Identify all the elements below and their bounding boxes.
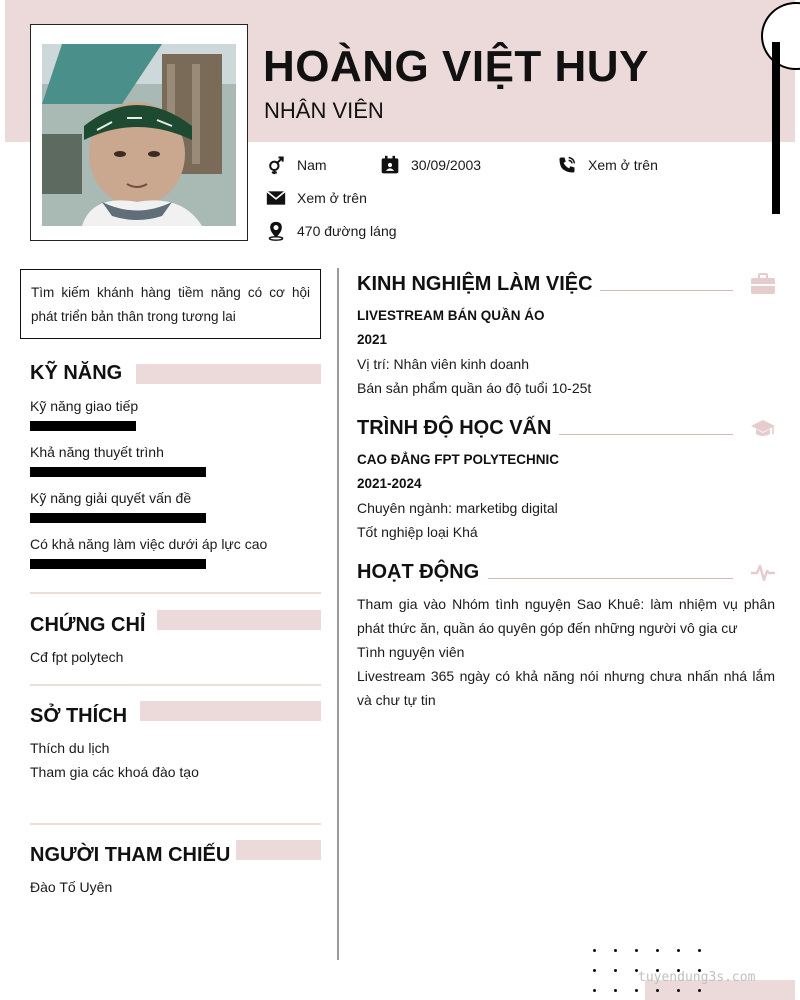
reference-item: Đào Tố Uyên xyxy=(30,879,113,895)
experience-position: Vị trí: Nhân viên kinh doanh xyxy=(357,356,529,372)
hobby-item: Thích du lịch xyxy=(30,740,110,756)
email-value: Xem ở trên xyxy=(297,190,367,206)
gender-value: Nam xyxy=(297,157,327,173)
job-title: NHÂN VIÊN xyxy=(264,98,384,123)
certificates-title-bar xyxy=(157,610,321,630)
education-school: CAO ĐẲNG FPT POLYTECHNIC xyxy=(357,452,560,467)
skill-level-bar xyxy=(30,559,206,569)
envelope-icon xyxy=(265,187,287,209)
activities-title-line xyxy=(488,578,733,579)
skill-label: Khả năng thuyết trình xyxy=(30,444,164,460)
experience-title: KINH NGHIỆM LÀM VIỆC xyxy=(357,273,593,295)
skill-label: Kỹ năng giải quyết vấn đề xyxy=(30,490,192,506)
address-value: 470 đường láng xyxy=(297,223,397,239)
briefcase-icon xyxy=(749,272,777,296)
activity-item: Tình nguyện viên xyxy=(357,644,465,660)
activities-title: HOẠT ĐỘNG xyxy=(357,561,480,583)
corner-bar-decoration xyxy=(772,42,780,214)
map-pin-icon xyxy=(265,220,287,242)
gender-info xyxy=(265,154,327,176)
skill-label: Có khả năng làm việc dưới áp lực cao xyxy=(30,536,268,552)
experience-title-line xyxy=(600,290,733,291)
graduation-cap-icon xyxy=(749,416,777,440)
hobby-item: Tham gia các khoá đào tạo xyxy=(30,764,199,780)
address-info xyxy=(265,220,397,242)
birthday-info xyxy=(379,154,481,176)
phone-icon xyxy=(556,154,578,176)
email-info xyxy=(265,187,367,209)
birthday-value: 30/09/2003 xyxy=(411,157,482,173)
section-divider xyxy=(30,592,321,594)
skill-label: Kỹ năng giao tiếp xyxy=(30,398,139,414)
activity-item: Livestream 365 ngày có khả năng nói nhưng chưa nhấn nhá lắm và chư tự tin xyxy=(357,668,775,708)
section-divider xyxy=(30,823,321,825)
phone-value: Xem ở trên xyxy=(588,157,658,173)
skill-level-bar xyxy=(30,421,136,431)
skills-title: KỸ NĂNG xyxy=(30,362,123,384)
experience-description: Bán sản phẩm quần áo độ tuổi 10-25t xyxy=(357,380,592,396)
hobbies-title-bar xyxy=(140,701,321,721)
skill-level-bar xyxy=(30,467,206,477)
hobbies-title: SỞ THÍCH xyxy=(30,705,128,727)
certificates-title: CHỨNG CHỈ xyxy=(30,614,146,636)
education-major: Chuyên ngành: marketibg digital xyxy=(357,500,558,516)
career-objective: Tìm kiếm khánh hàng tiềm năng có cơ hội phát triển bản thân trong tương lai xyxy=(20,269,321,339)
section-divider xyxy=(30,684,321,686)
experience-company: LIVESTREAM BÁN QUẦN ÁO xyxy=(357,308,545,323)
references-title: NGƯỜI THAM CHIẾU xyxy=(30,844,231,866)
education-title: TRÌNH ĐỘ HỌC VẤN xyxy=(357,417,552,439)
calendar-icon xyxy=(379,154,401,176)
activity-item: Tham gia vào Nhóm tình nguyện Sao Khuê: làm nhiệm vụ phân phát thức ăn, quần áo quyên góp đến những người vô gia cư xyxy=(357,596,775,636)
skills-title-bar xyxy=(136,364,321,384)
references-title-bar xyxy=(236,840,321,860)
certificate-item: Cđ fpt polytech xyxy=(30,649,124,665)
profile-photo-illustration xyxy=(42,44,236,226)
education-title-line xyxy=(559,434,733,435)
phone-info xyxy=(556,154,658,176)
experience-period: 2021 xyxy=(357,332,388,347)
profile-photo-frame xyxy=(30,24,248,241)
profile-photo xyxy=(42,44,236,226)
heartbeat-icon xyxy=(749,561,777,585)
gender-icon xyxy=(265,154,287,176)
education-period: 2021-2024 xyxy=(357,476,422,491)
column-divider xyxy=(337,268,339,960)
skill-level-bar xyxy=(30,513,206,523)
candidate-name: HOÀNG VIỆT HUY xyxy=(263,42,649,91)
education-grade: Tốt nghiệp loại Khá xyxy=(357,524,478,540)
watermark: tuyendung3s.com xyxy=(638,970,756,985)
